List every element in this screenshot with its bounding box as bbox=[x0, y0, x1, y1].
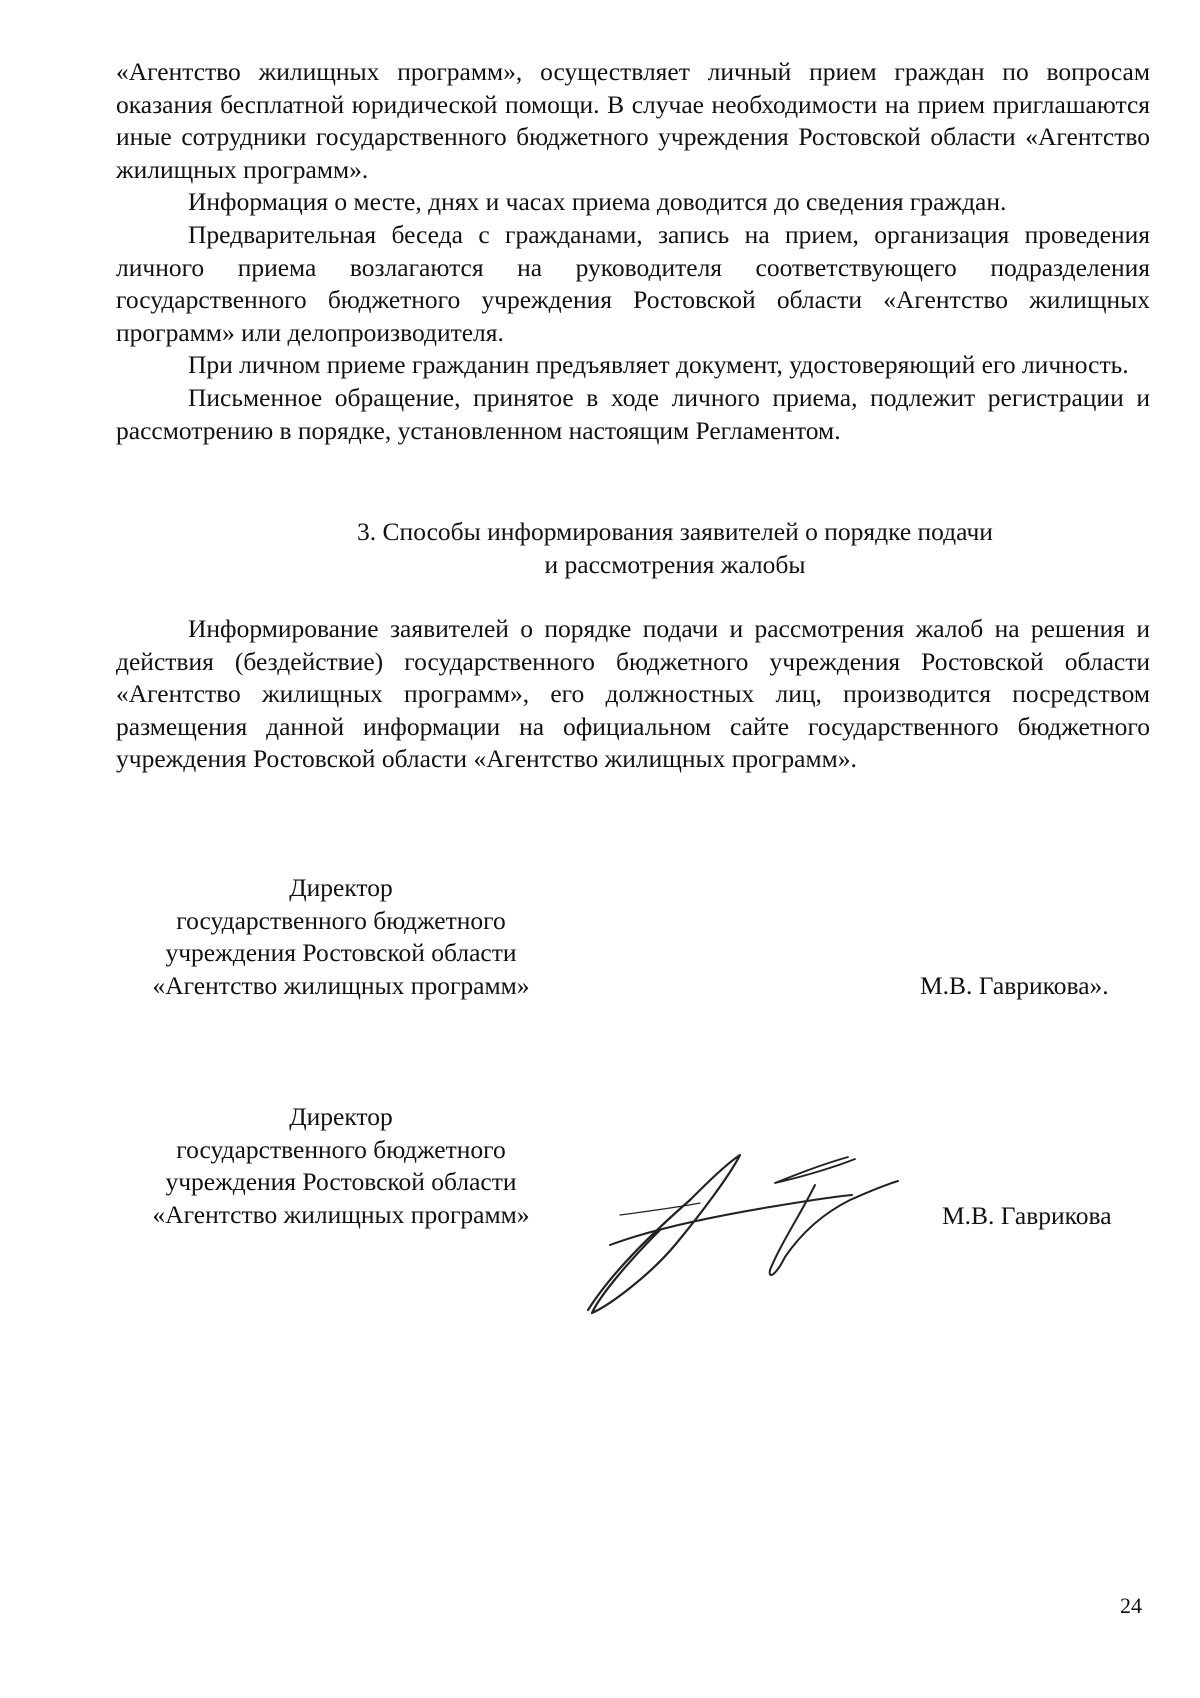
signatory-organization-line-3: «Агентство жилищных программ» bbox=[152, 970, 530, 1000]
signatory-organization-line-1: государственного бюджетного bbox=[176, 1134, 506, 1164]
signature-block-1-title bbox=[116, 872, 566, 1002]
handwritten-signature-image bbox=[580, 1145, 910, 1315]
paragraph-identity-document: При личном приеме гражданин предъявляет документ, удостоверяющий его личность. bbox=[188, 350, 1129, 380]
signatory-organization-line-2: учреждения Ростовской области bbox=[165, 938, 517, 968]
section-heading-line-1: 3. Способы информирования заявителей о порядке подачи bbox=[357, 517, 993, 546]
signatory-organization-line-2: учреждения Ростовской области bbox=[165, 1167, 517, 1197]
paragraph-reception-intro: «Агентство жилищных программ», осуществляет личный прием граждан по вопросам оказания бесплатной юридической помощи. В случае необходимости на прием приглашаются иные сотрудники государственного бюджетного учреждения Ростовской области «Агентство жилищных программ». bbox=[116, 57, 1150, 184]
paragraph-reception-info: Информация о месте, днях и часах приема доводится до сведения граждан. bbox=[188, 187, 1007, 217]
signatory-name-1: М.В. Гаврикова». bbox=[920, 971, 1109, 1000]
signatory-organization-line-1: государственного бюджетного bbox=[176, 905, 506, 935]
section-body bbox=[116, 613, 1150, 776]
signatory-organization-line-3: «Агентство жилищных программ» bbox=[152, 1199, 530, 1229]
section-heading bbox=[200, 516, 1150, 581]
page-number: 24 bbox=[1120, 1593, 1142, 1618]
body-text bbox=[116, 56, 1150, 447]
section-heading-line-2: и рассмотрения жалобы bbox=[544, 549, 806, 579]
signature-block-2-title bbox=[116, 1101, 566, 1231]
signatory-name-2: М.В. Гаврикова bbox=[942, 1201, 1112, 1230]
signatory-position: Директор bbox=[289, 873, 393, 902]
signatory-position: Директор bbox=[289, 1102, 393, 1131]
paragraph-preliminary-talk: Предварительная беседа с гражданами, запись на прием, организация проведения личного приема возлагаются на руководителя соответствующего подразделения государственного бюджетного учреждения Ростовской области «Агентство жилищных программ» или делопроизводителя. bbox=[116, 219, 1150, 347]
paragraph-written-appeal: Письменное обращение, принятое в ходе личного приема, подлежит регистрации и рассмотрению в порядке, установленном настоящим Регламентом. bbox=[116, 382, 1150, 445]
paragraph-complaint-informing: Информирование заявителей о порядке подачи и рассмотрения жалоб на решения и действия (бездействие) государственного бюджетного учреждения Ростовской области «Агентство жилищных программ», его должностных лиц, производится посредством размещения данной информации на официальном сайте государственного бюджетного учреждения Ростовской области «Агентство жилищных программ». bbox=[116, 614, 1150, 774]
